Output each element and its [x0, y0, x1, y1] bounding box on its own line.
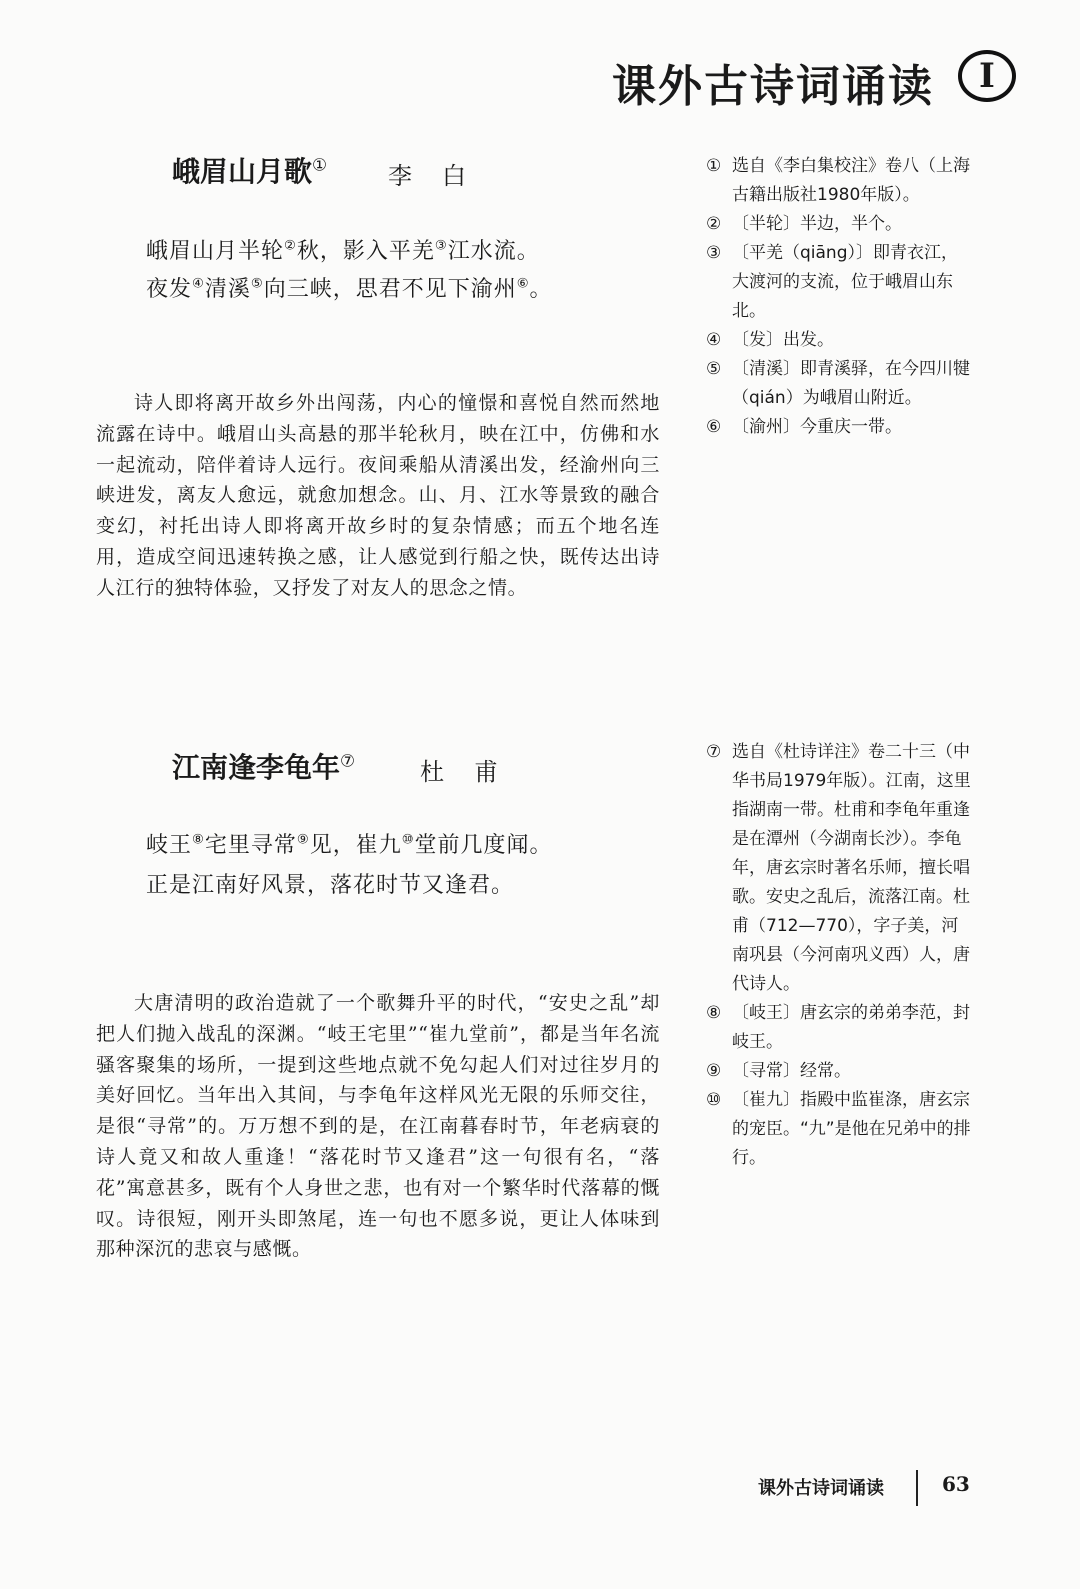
page-number: 63 [942, 1472, 970, 1496]
poem2-title-footnote-marker: ⑦ [340, 750, 356, 771]
footnote-item: ④ 〔发〕出发。 [706, 330, 834, 350]
poem2-commentary: 大唐清明的政治造就了一个歌舞升平的时代，“安史之乱”却把人们抛入战乱的深渊。“岐王宅里”“崔九堂前”，都是当年名流骚客聚集的场所，一提到这些地点就不免勾起人们对过往岁月的美好回忆。当年出入其间，与李龟年这样风光无限的乐师交往，是很“寻常”的。万万想不到的是，在江南暮春时节，年老病衰的诗人竟又和故人重逢！“落花时节又逢君”这一句很有名，“落花”寓意甚多，既有个人身世之悲，也有对一个繁华时代落幕的慨叹。诗很短，刚开头即煞尾，连一句也不愿多说，更让人体味到那种深沉的悲哀与感慨。 [96, 992, 660, 1261]
footnote-item: ③ 〔平羌（qiāng）〕即青衣江，大渡河的支流，位于峨眉山东北。 [706, 243, 958, 321]
poem2-line-1: 岐王⑧宅里寻常⑨见，崔九⑩堂前几度闻。 [146, 832, 553, 858]
footer-book-title: 课外古诗词诵读 [758, 1478, 884, 1499]
poem1-commentary: 诗人即将离开故乡外出闯荡，内心的憧憬和喜悦自然而然地流露在诗中。峨眉山头高悬的那半轮秋月，映在江中，仿佛和水一起流动，陪伴着诗人远行。夜间乘船从清溪出发，经渝州向三峡进发，离友人愈远，就愈加想念。山、月、江水等景致的融合变幻，衬托出诗人即将离开故乡时的复杂情感；而五个地名连用，造成空间迅速转换之感，让人感觉到行船之快，既传达出诗人江行的独特体验，又抒发了对友人的思念之情。 [96, 392, 660, 599]
section-number-badge: Ⅰ [958, 50, 1016, 102]
footnote-item: ⑤ 〔清溪〕即青溪驿，在今四川犍（qián）为峨眉山附近。 [706, 359, 970, 408]
poem2-line-2: 正是江南好风景，落花时节又逢君。 [146, 873, 515, 898]
footnote-item: ① 选自《李白集校注》卷八（上海古籍出版社1980年版）。 [706, 156, 970, 205]
poem1-title-footnote-marker: ① [312, 154, 328, 175]
footer-divider [916, 1470, 918, 1506]
footnote-item: ⑩ 〔崔九〕指殿中监崔涤，唐玄宗的宠臣。“九”是他在兄弟中的排行。 [706, 1090, 971, 1168]
poem1-author: 李白 [388, 162, 496, 190]
footnote-item: ② 〔半轮〕半边，半个。 [706, 214, 902, 234]
poem1-line-1: 峨眉山月半轮②秋，影入平羌③江水流。 [146, 238, 540, 264]
poem2-footnotes [706, 738, 972, 1173]
footnote-item: ⑨ 〔寻常〕经常。 [706, 1061, 851, 1081]
poem1-line-2: 夜发④清溪⑤向三峡，思君不见下渝州⑥。 [146, 276, 553, 302]
footnote-item: ⑥ 〔渝州〕今重庆一带。 [706, 417, 902, 437]
poem1-title: 峨眉山月歌① [172, 154, 328, 188]
footnote-item: ⑦ 选自《杜诗详注》卷二十三（中华书局1979年版）。江南，这里指湖南一带。杜甫和李龟年重逢是在潭州（今湖南长沙）。李龟年，唐玄宗时著名乐师，擅长唱歌。安史之乱后，流落江南。杜甫（712—770），字子美，河南巩县（今河南巩义西）人，唐代诗人。 [706, 742, 971, 994]
poem1-footnotes [706, 152, 972, 442]
header-title: 课外古诗词诵读 [612, 61, 934, 112]
footnote-item: ⑧ 〔岐王〕唐玄宗的弟弟李范，封岐王。 [706, 1003, 970, 1052]
poem2-title: 江南逢李龟年⑦ [172, 750, 356, 784]
poem2-author: 杜甫 [420, 758, 528, 786]
